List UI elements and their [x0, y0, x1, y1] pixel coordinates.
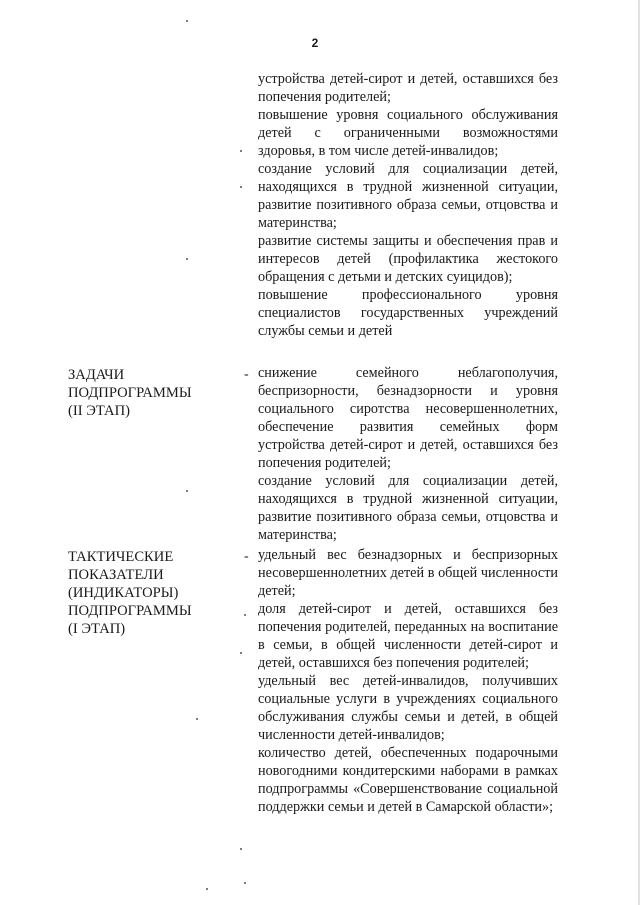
scan-speck [240, 150, 242, 152]
tasks-section-label [68, 366, 238, 420]
label-line: (II ЭТАП) [68, 403, 130, 419]
bullet-dash: - [244, 549, 249, 564]
scan-speck [240, 848, 242, 850]
paragraph: создание условий для социализации детей, находящихся в трудной жизненной ситуации, развитие позитивного образа семьи, отцовства и материнства; [258, 473, 558, 543]
label-line: ТАКТИЧЕСКИЕ [68, 549, 174, 565]
paragraph: повышение уровня социального обслуживания детей с ограниченными возможностями здоровья, в том числе детей-инвалидов; [258, 107, 558, 159]
scan-speck [240, 652, 242, 654]
paragraph: количество детей, обеспеченных подарочными новогодними кондитерскими наборами в рамках подпрограммы «Совершенствование социальной поддержки семьи и детей в Самарской области»; [258, 745, 558, 815]
scan-speck [244, 882, 246, 884]
scan-speck [206, 888, 208, 890]
page-number: 2 [311, 36, 319, 50]
paragraph: удельный вес безнадзорных и беспризорных несовершеннолетних детей в общей численности детей; [258, 547, 558, 599]
indicators-section-label [68, 548, 238, 638]
paragraph: повышение профессионального уровня специалистов государственных учреждений службы семьи и детей [258, 287, 558, 339]
tasks-text-block [258, 364, 558, 544]
scan-speck [244, 614, 246, 616]
label-line: (ИНДИКАТОРЫ) [68, 585, 179, 601]
paragraph: развитие системы защиты и обеспечения прав и интересов детей (профилактика жестокого обращения с детьми и детских суицидов); [258, 233, 558, 285]
paragraph: доля детей-сирот и детей, оставшихся без попечения родителей, переданных на воспитание в семьи, в общей численности детей-сирот и детей, оставшихся без попечения родителей; [258, 601, 558, 671]
bullet-dash: - [244, 367, 249, 382]
label-line: ПОДПРОГРАММЫ [68, 385, 192, 401]
scan-speck [186, 490, 188, 492]
scan-speck [186, 258, 188, 260]
scan-speck [186, 20, 188, 22]
label-line: ПОКАЗАТЕЛИ [68, 567, 164, 583]
label-line: ПОДПРОГРАММЫ [68, 603, 192, 619]
scan-speck [196, 718, 198, 720]
label-line: (I ЭТАП) [68, 621, 126, 637]
paragraph: устройства детей-сирот и детей, оставшихся без попечения родителей; [258, 71, 558, 105]
indicators-text-block [258, 546, 558, 816]
paragraph: создание условий для социализации детей, находящихся в трудной жизненной ситуации, развитие позитивного образа семьи, отцовства и материнства; [258, 161, 558, 231]
paragraph: удельный вес детей-инвалидов, получивших социальные услуги в учреждениях социального обслуживания службы семьи и детей, в общей численности детей-инвалидов; [258, 673, 558, 743]
paragraph: снижение семейного неблагополучия, беспризорности, безнадзорности и уровня социального сиротства несовершеннолетних, обеспечение развития семейных форм устройства детей-сирот и детей, оставшихся без попечения родителей; [258, 365, 558, 471]
continuation-text-block [258, 70, 558, 340]
label-line: ЗАДАЧИ [68, 367, 125, 383]
scan-speck [240, 186, 242, 188]
